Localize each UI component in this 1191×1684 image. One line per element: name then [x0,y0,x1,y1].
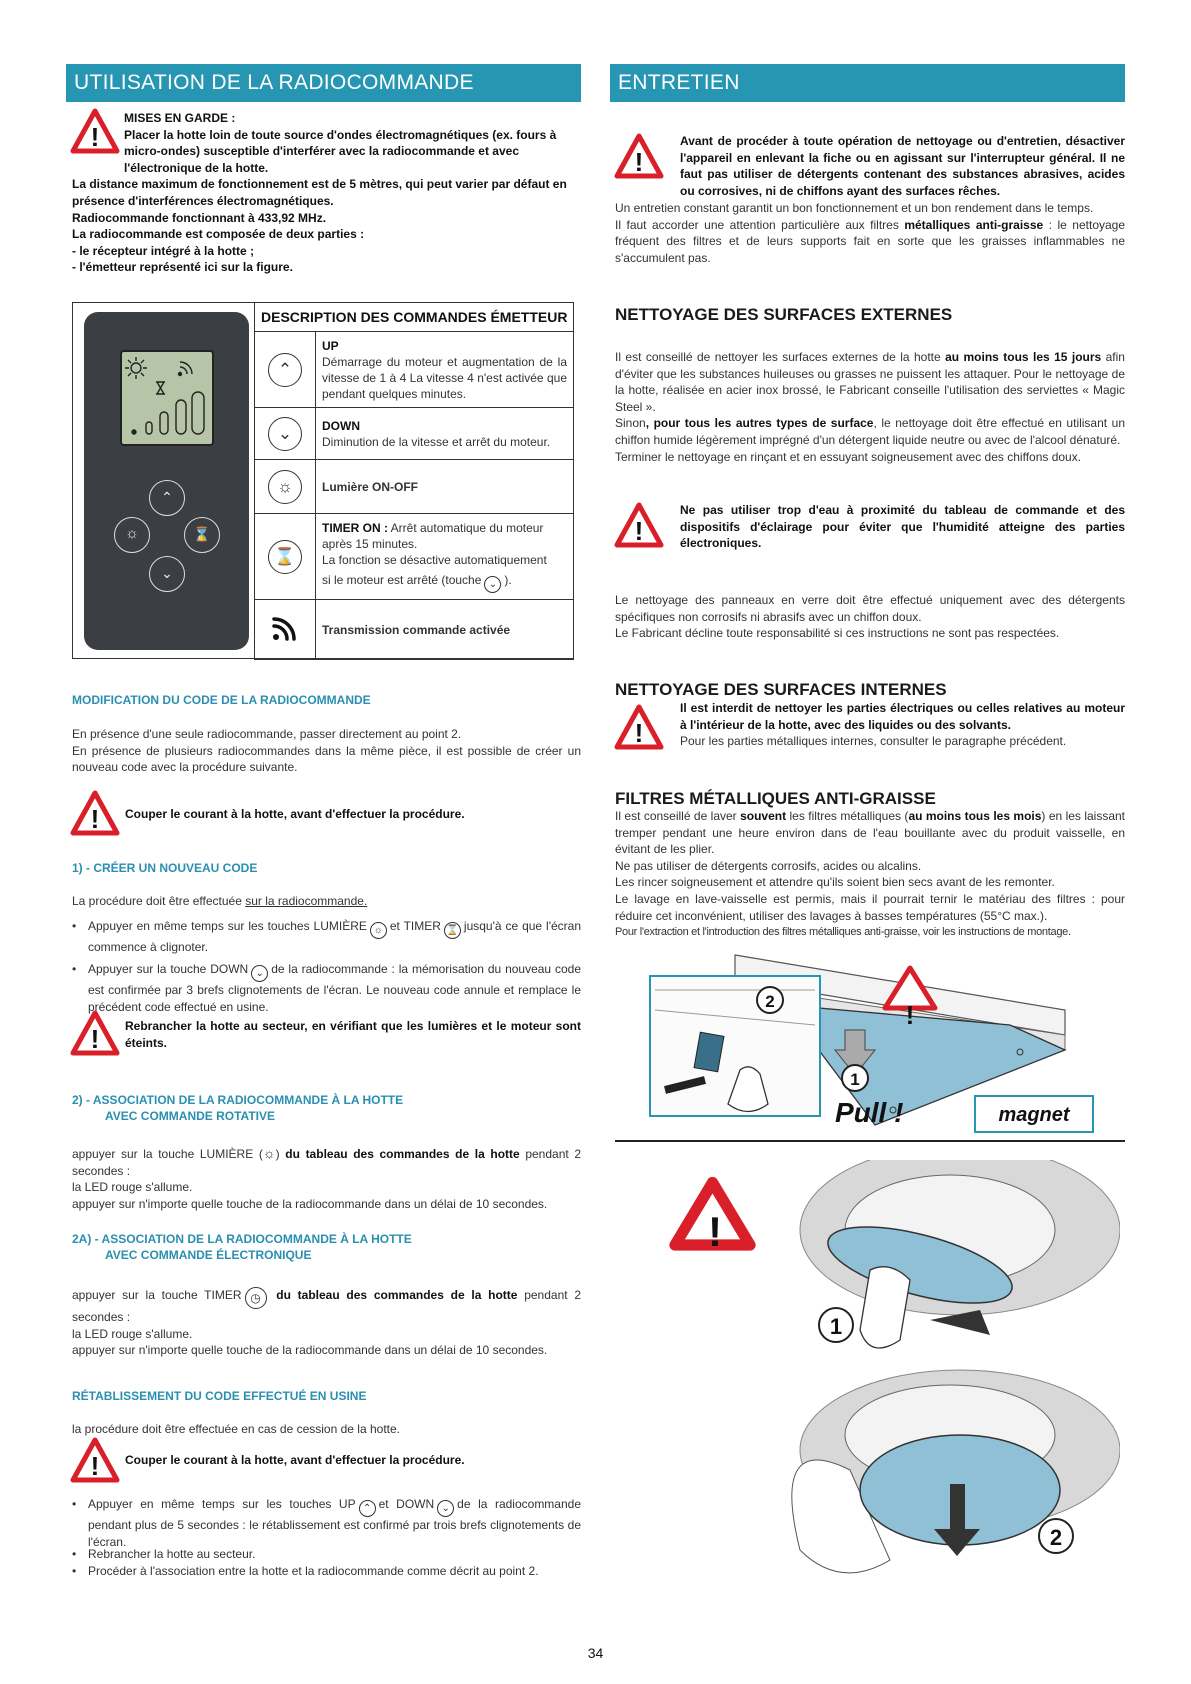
svg-text:!: ! [905,1000,915,1030]
up-icon: ⌃ [359,1500,376,1517]
timer-description: La fonction se désactive automatiquement [322,553,547,567]
filt-text: Pour l'extraction et l'introduction des filtres métalliques anti-graisse, voir les instructions de montage. [615,926,1071,939]
step2-text: appuyer sur n'importe quelle touche de la radiocommande dans un délai de 10 secondes. [72,1196,548,1211]
step2-title-line: 2) - ASSOCIATION DE LA RADIOCOMMANDE À LA HOTTE [72,1093,404,1107]
glass-text: Le nettoyage des panneaux en verre doit être effectué uniquement avec des détergents spécifiques non corrosifs ni abrasifs avec un chiffon doux. [615,593,1125,624]
ext-text: Il est conseillé de nettoyer les surfaces externes de la hotte [615,350,946,364]
up-label: UP [322,338,339,353]
warning-title: MISES EN GARDE : [124,111,236,125]
intro-text: : le nettoyage fréquent des filtres et de leurs supports fait en sorte que les graisses inflammables ne s'accumulent pas. [615,217,1126,265]
svg-text:!: ! [708,1208,722,1255]
warning-line: - le récepteur intégré à la hotte ; [72,243,255,258]
down-icon: ⌄ [437,1500,454,1517]
glass-text: Le Fabricant décline toute responsabilité si ces instructions ne sont pas respectées. [615,626,1060,641]
ext-text: Terminer le nettoyage en rinçant et en essuyant soigneusement avec des chiffons doux. [615,449,1082,464]
step2a-title [72,1231,412,1263]
bullet-text: de la radiocommande : la mémorisation du nouveau code est confirmée par 3 brefs clignotements de l'écran. Le nouveau code annule et remplace le précédent code effectué en usine. [88,962,581,1014]
filt-text: Le lavage en lave-vaisselle est permis, mais il pourrait ternir le matériau des filtres : pour réduire cet inconvénient, utiliser des lavages à basses températures (55°C max.). [615,891,1125,923]
svg-text:!: ! [90,1024,100,1054]
warning-line: La radiocommande est composée de deux parties : [72,227,365,242]
step2-text: pendant 2 secondes : [72,1147,581,1178]
intro-text: Il faut accorder une attention particulière aux filtres [615,217,905,232]
figure1-step-2: 2 [765,992,775,1011]
filt-text: les filtres métalliques ( [786,809,909,823]
reset-bullet-2: • Rebrancher la hotte au secteur. [72,1546,581,1563]
step2-text-bold: du tableau des commandes de la hotte [279,1147,520,1161]
warning-line: Radiocommande fonctionnant à 433,92 MHz. [72,210,327,225]
reset-bullet-3: • Procéder à l'association entre la hotte et la radiocommande comme décrit au point 2. [72,1563,581,1580]
remote-light-button[interactable]: ☼ [114,517,150,553]
step2a-text-bold: du tableau des commandes de la hotte [269,1288,518,1302]
svg-text:!: ! [634,516,644,546]
down-label: DOWN [322,418,360,433]
figure2-step-2: 2 [1049,1525,1063,1550]
remote-down-button[interactable]: ⌄ [149,556,185,592]
round-filter-removal-illustration [660,1160,1120,1580]
bullet-text: Appuyer en même temps sur les touches UP [88,1497,356,1511]
internal-warning-text: Il est interdit de nettoyer les parties électriques ou celles relatives au moteur à l'intérieur de la hotte, avec des liquides ou des solvants. [680,701,1125,732]
step1-bullet-1 [72,918,581,956]
warning-block-1 [72,110,581,276]
reset-title: RÉTABLISSEMENT DU CODE EFFECTUÉ EN USINE [72,1389,367,1403]
filters-title: FILTRES MÉTALLIQUES ANTI-GRAISSE [615,789,936,808]
warning-icon [70,1437,120,1483]
up-description: Démarrage du moteur et augmentation de la vitesse de 1 à 4 La vitesse 4 n'est activée que pendant quelques minutes. [322,354,567,401]
filt-text: Il est conseillé de laver [615,809,741,823]
step2a-text: appuyer sur la touche TIMER [72,1288,242,1302]
warning-cut-power-1: Couper le courant à la hotte, avant d'effectuer la procédure. [125,807,465,821]
step1-text: La procédure doit être effectuée [72,894,246,908]
remote-lcd-screen [120,350,214,446]
figure1-step-1: 1 [850,1070,860,1089]
step1-bullet-2 [72,961,581,1015]
down-description: Diminution de la vitesse et arrêt du moteur. [322,434,551,449]
timer-description: ). [504,573,512,587]
step1-title: 1) - CRÉER UN NOUVEAU CODE [72,861,258,875]
commands-table-title: DESCRIPTION DES COMMANDES ÉMETTEUR [255,303,574,332]
step2-text: appuyer sur la touche LUMIÈRE ( [72,1147,263,1161]
svg-text:!: ! [90,122,100,152]
magnet-label: magnet [998,1104,1070,1126]
light-label: Lumière ON-OFF [316,460,574,514]
timer-description: si le moteur est arrêté (touche [322,573,482,587]
page-number: 34 [587,1645,604,1661]
down-icon: ⌄ [484,576,501,593]
warning-line: - l'émetteur représenté ici sur la figure. [72,260,293,275]
hood-light-icon: ☼ [262,1145,276,1161]
warning-line: La distance maximum de fonctionnement est de 5 mètres, qui peut varier par défaut en présence d'interférences électromagnétiques. [72,177,567,208]
step2-text: la LED rouge s'allume. [72,1180,193,1195]
external-cleaning-text [615,349,1125,465]
maintenance-intro [615,200,1125,266]
modification-paragraph [72,726,581,776]
figure2-step-1: 1 [829,1314,843,1339]
bullet-text: et TIMER [389,919,441,933]
ext-text: afin d'éviter que les substances huileuses ou grasses ne puissent les attaquer. Pour le nettoyage de la hotte, réalisée en acier inox brossé, le Fabricant conseille l'utilisation des serviettes « Magic Steel ». [615,350,1125,414]
timer-description: Arrêt automatique du moteur après 15 minutes. [322,521,544,551]
warning-icon [614,133,664,179]
internal-text: Pour les parties métalliques internes, consulter le paragraphe précédent. [680,734,1067,749]
right-section-header: ENTRETIEN [610,64,1125,102]
step2a-text: appuyer sur n'importe quelle touche de la radiocommande dans un délai de 10 secondes. [72,1343,548,1358]
svg-text:!: ! [90,804,100,834]
step2a-text: la LED rouge s'allume. [72,1326,193,1341]
filt-text-bold: souvent [740,809,787,823]
filter-removal-illustration [645,950,1115,1140]
warning-icon [70,1010,120,1056]
maintenance-warning: Avant de procéder à toute opération de nettoyage ou d'entretien, désactiver l'appareil en enlevant la fiche ou en agissant sur l'interrupteur général. Il ne faut pas utiliser de détergents contenant des substances abrasives, acides ou corrosives, ni de chiffons ayant des surfaces rêches. [680,134,1125,198]
step2a-title-line: AVEC COMMANDE ÉLECTRONIQUE [105,1248,312,1262]
svg-text:!: ! [634,147,644,177]
internal-cleaning-text [680,700,1125,750]
ext-text: , le nettoyage doit être effectué en utilisant un chiffon humide légèrement imprégné d'un détergent liquide neutre ou avec de l'alcool dénaturé. [615,416,1125,447]
pull-label: Pull ! [835,1097,904,1128]
timer-label: TIMER ON : [322,521,388,535]
remote-timer-button[interactable]: ⌛ [184,517,220,553]
bullet-text: Appuyer sur la touche DOWN [88,962,249,976]
timer-icon: ⌛ [268,540,302,574]
filt-text: ) en les laissant tremper pendant une heure environ dans de l'eau bouillante avec du produit vaisselle, en évitant de les plier. [615,809,1126,857]
step2a-text: pendant 2 secondes : [72,1288,581,1324]
commands-table [254,302,574,660]
intro-text: Un entretien constant garantit un bon fonctionnement et un bon rendement dans le temps. [615,201,1094,215]
glass-cleaning-text [615,592,1125,642]
warning-icon [614,704,664,750]
light-icon: ☼ [370,922,387,939]
timer-icon: ⌛ [444,922,461,939]
step2a-paragraph [72,1287,581,1359]
warning-icon [614,502,664,548]
bullet-text: et DOWN [378,1497,435,1511]
filt-text: Les rincer soigneusement et attendre qu'ils soient bien secs avant de les remonter. [615,875,1055,890]
remote-control-image [84,312,249,650]
filters-text [615,808,1125,941]
filt-text: Ne pas utiliser de détergents corrosifs, acides ou alcalins. [615,858,922,873]
water-warning: Ne pas utiliser trop d'eau à proximité du tableau de commande et des dispositifs d'éclairage pour éviter que l'humidité atteigne des parties électroniques. [680,503,1125,551]
reset-bullet-1 [72,1496,581,1550]
step2-title [72,1092,403,1124]
modification-title: MODIFICATION DU CODE DE LA RADIOCOMMANDE [72,693,371,707]
hood-timer-icon: ◷ [245,1287,267,1309]
transmission-label: Transmission commande activée [316,600,574,660]
warning-icon [70,790,120,836]
modification-text: En présence d'une seule radiocommande, passer directement au point 2. [72,727,462,741]
step1-text-underlined: sur la radiocommande. [245,894,368,908]
bullet-text: Appuyer en même temps sur les touches LUMIÈRE [88,919,367,933]
step2-text: ) [275,1147,280,1161]
external-cleaning-title: NETTOYAGE DES SURFACES EXTERNES [615,305,953,324]
warning-reconnect: Rebrancher la hotte au secteur, en vérifiant que les lumières et le moteur sont éteints. [125,1019,581,1050]
light-icon: ☼ [268,470,302,504]
modification-text: En présence de plusieurs radiocommandes dans la même pièce, il est possible de créer un nouveau code avec la procédure suivante. [72,743,581,775]
internal-cleaning-title: NETTOYAGE DES SURFACES INTERNES [615,680,947,699]
filt-text-bold: au moins tous les mois [908,809,1042,823]
left-section-header: UTILISATION DE LA RADIOCOMMANDE [66,64,581,102]
bullet-text: de la radiocommande pendant plus de 5 secondes : le rétablissement est confirmé par trois brefs clignotements de l'écran. [88,1497,582,1549]
down-icon: ⌄ [251,965,268,982]
warning-line: Placer la hotte loin de toute source d'ondes électromagnétiques (ex. fours à micro-ondes) susceptible d'interférer avec la radiocommande et avec l'électronique de la hotte. [124,127,557,175]
down-icon: ⌄ [268,417,302,451]
step2-title-line: AVEC COMMANDE ROTATIVE [105,1109,275,1123]
ext-text-bold: , pour tous les autres types de surface [645,416,874,431]
ext-text-bold: au moins tous les 15 jours [945,350,1102,364]
figure-divider [615,1140,1125,1142]
warning-cut-power-2: Couper le courant à la hotte, avant d'effectuer la procédure. [125,1453,465,1467]
intro-text-bold: métalliques anti-graisse [904,217,1044,232]
ext-text: Sinon [615,416,646,431]
transmission-icon [268,613,302,643]
remote-up-button[interactable]: ⌃ [149,480,185,516]
step2a-title-line: 2A) - ASSOCIATION DE LA RADIOCOMMANDE À LA HOTTE [72,1232,412,1246]
step2-paragraph [72,1145,581,1212]
svg-text:!: ! [634,718,644,748]
step1-paragraph [72,893,367,910]
up-icon: ⌃ [268,353,302,387]
svg-text:!: ! [90,1451,100,1481]
bullet-text: jusqu'à ce que l'écran commence à clignoter. [88,919,581,954]
reset-paragraph: la procédure doit être effectuée en cas de cession de la hotte. [72,1422,400,1436]
